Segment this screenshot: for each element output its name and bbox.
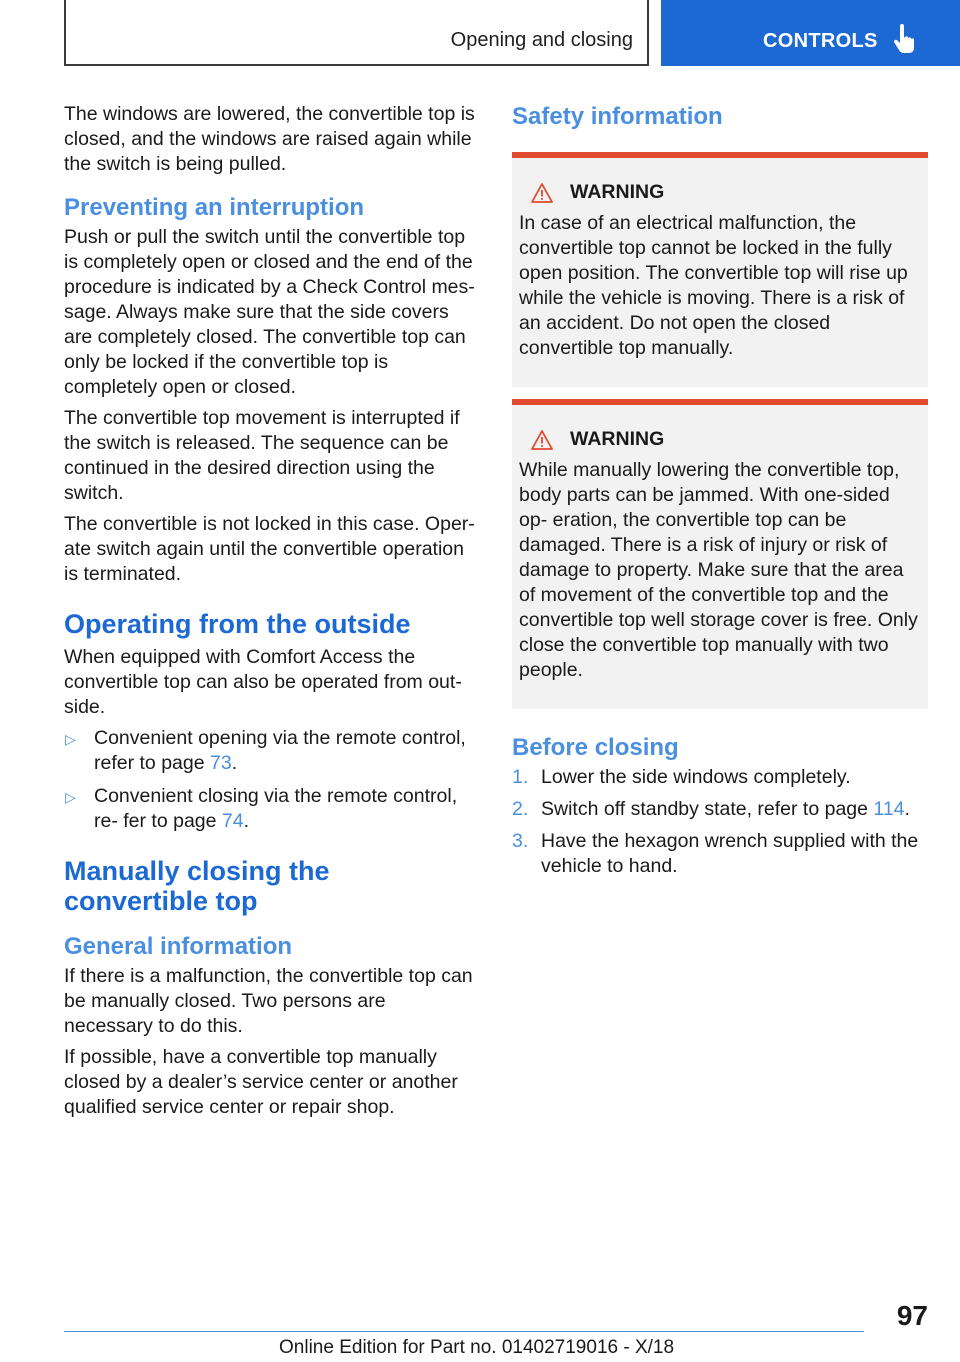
footer-edition-text: Online Edition for Part no. 01402719016 - X/18: [279, 1337, 675, 1358]
preventing-paragraph-1: Push or pull the switch until the convertible top is completely open or closed and the end of the procedure is indicated by a Check Control mes‐ sage. Always make sure that the side covers are completely closed. The convertible top can only be locked if the convertible top is completely open or closed.: [64, 226, 475, 398]
intro-paragraph: The windows are lowered, the convertible top is closed, and the windows are raised again while the switch is being pulled.: [64, 103, 475, 175]
list-item-end: .: [243, 810, 250, 832]
triangle-bullet-icon: ▷: [65, 789, 76, 805]
warning-title: WARNING: [570, 428, 665, 450]
warning-title: WARNING: [570, 181, 665, 203]
heading-manually-closing: Manually closing the convertible top: [64, 856, 330, 916]
chapter-tab[interactable]: [661, 0, 960, 66]
general-paragraph-1: If there is a malfunction, the convertible top can be manually closed. Two persons are necessary to do this.: [64, 965, 473, 1037]
warning-header: [519, 180, 920, 205]
page-link-73[interactable]: 73: [210, 752, 232, 774]
step-number: 3.: [512, 830, 529, 852]
before-closing-steps: [512, 765, 928, 879]
outside-paragraph: When equipped with Comfort Access the convertible top can also be operated from out‐ side.: [64, 646, 462, 718]
warning-triangle-icon: [531, 183, 553, 203]
list-item: [512, 829, 928, 879]
heading-preventing-interruption: Preventing an interruption: [64, 194, 365, 221]
warning-text: While manually lowering the convertible top, body parts can be jammed. With one-sided op‐ eration, the convertible top can be damaged. There is a risk of injury or risk of damage to property. Make sure that the area of movement of the convertible top and the convertible top well storage cover is free. Only close the convertible top manually with two people.: [519, 459, 918, 681]
warning-text: In case of an electrical malfunction, the convertible top cannot be locked in the fully open position. The convertible top will rise up while the vehicle is moving. There is a risk of an accident. Do not open the closed convertible top manually.: [519, 212, 908, 359]
heading-safety-information: Safety information: [512, 103, 723, 130]
footer-divider: [64, 1331, 864, 1332]
list-item: [512, 797, 928, 822]
page-link-74[interactable]: 74: [221, 810, 244, 832]
list-item: [64, 726, 478, 776]
heading-operating-outside: Operating from the outside: [64, 609, 411, 639]
list-item-text: Convenient closing via the remote control, re‐ fer to page: [94, 785, 458, 832]
chapter-tab-label: CONTROLS: [763, 30, 878, 52]
step-number: 2.: [512, 798, 529, 820]
section-title: Opening and closing: [450, 29, 633, 51]
page-number: 97: [896, 1300, 928, 1331]
warning-triangle-icon: [531, 430, 553, 450]
triangle-bullet-icon: ▷: [65, 731, 76, 747]
right-column: [512, 102, 928, 886]
heading-before-closing: Before closing: [512, 734, 679, 761]
step-text-end: .: [904, 798, 910, 820]
list-item: [512, 765, 928, 790]
step-text: Lower the side windows completely.: [541, 766, 851, 788]
step-text: Have the hexagon wrench supplied with the vehicle to hand.: [541, 830, 919, 877]
left-column: [64, 102, 478, 1126]
step-text: Switch off standby state, refer to page: [541, 798, 874, 820]
warning-header: [519, 427, 920, 452]
preventing-paragraph-3: The convertible is not locked in this case. Oper‐ ate switch again until the convertible operation is terminated.: [64, 513, 475, 585]
heading-general-information: General information: [64, 933, 293, 960]
list-item: [64, 784, 478, 834]
header-section-box: [64, 0, 649, 66]
list-item-text: Convenient opening via the remote control, refer to page: [94, 727, 466, 774]
outside-bullet-list: [64, 726, 478, 834]
general-paragraph-2: If possible, have a convertible top manually closed by a dealer’s service center or another qualified service center or repair shop.: [64, 1046, 458, 1118]
pointing-hand-icon: [893, 24, 917, 59]
preventing-paragraph-2: The convertible top movement is interrupted if the switch is released. The sequence can be continued in the desired direction using the switch.: [64, 407, 460, 504]
warning-box: [512, 152, 928, 387]
step-number: 1.: [512, 766, 529, 788]
warning-box: [512, 399, 928, 709]
list-item-end: .: [231, 752, 238, 774]
page-link-114[interactable]: 114: [873, 798, 905, 820]
